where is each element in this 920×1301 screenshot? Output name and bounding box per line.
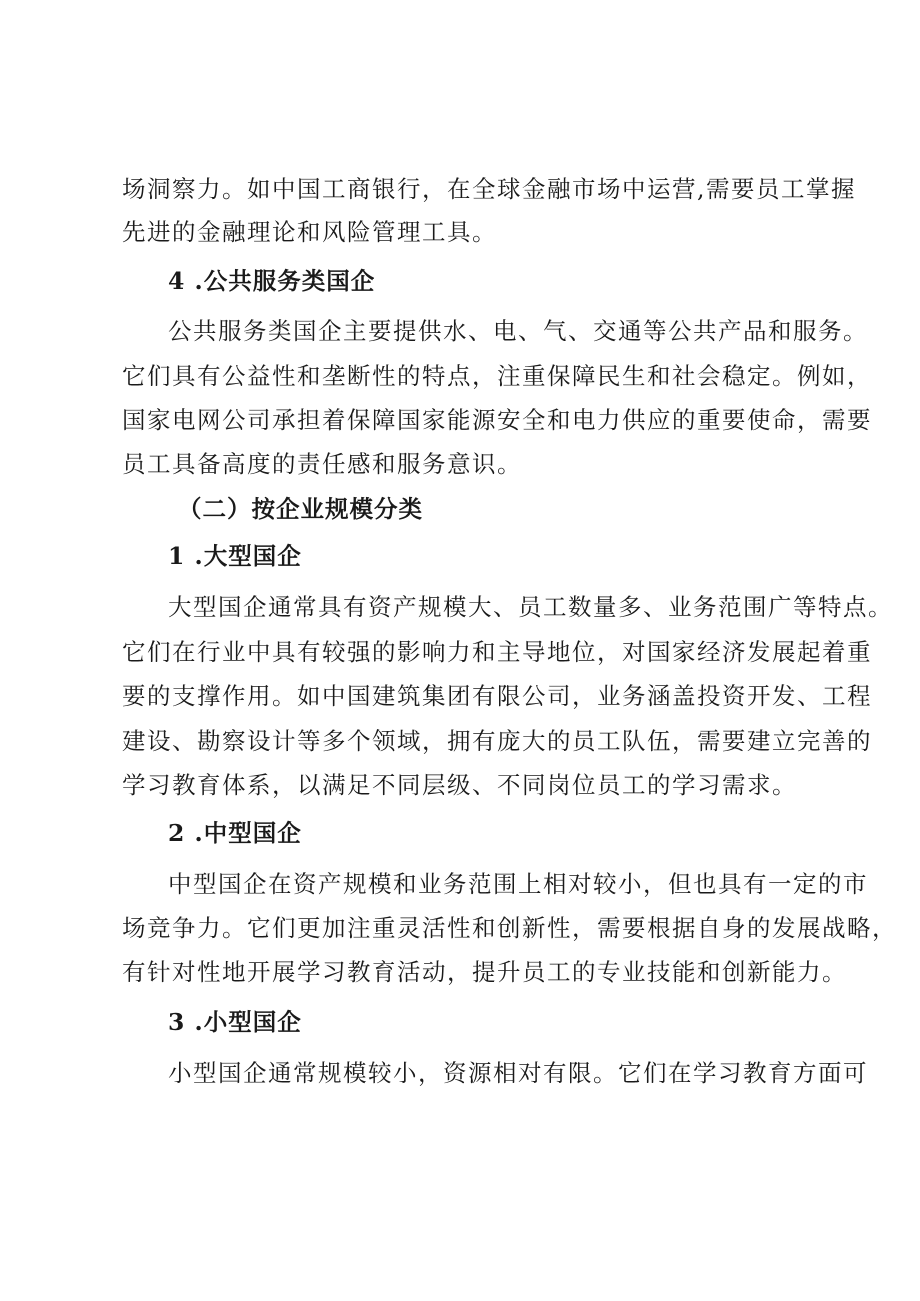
- paragraph-line: 学习教育体系，以满足不同层级、不同岗位员工的学习需求。: [122, 771, 797, 799]
- paragraph-line: 员工具备高度的责任感和服务意识。: [122, 450, 522, 478]
- section-heading: 4 .公共服务类国企: [168, 267, 376, 295]
- paragraph-line: 有针对性地开展学习教育活动，提升员工的专业技能和创新能力。: [122, 958, 847, 986]
- paragraph-line: 国家电网公司承担着保障国家能源安全和电力供应的重要使命，需要: [122, 406, 872, 434]
- paragraph-line: 建设、勘察设计等多个领域，拥有庞大的员工队伍，需要建立完善的: [122, 727, 872, 755]
- paragraph-line: 场竞争力。它们更加注重灵活性和创新性，需要根据自身的发展战略，: [122, 914, 897, 942]
- subsection-heading: （二）按企业规模分类: [178, 495, 423, 523]
- paragraph-line: 中型国企在资产规模和业务范围上相对较小，但也具有一定的市: [168, 870, 868, 898]
- section-heading: 3 .小型国企: [168, 1008, 302, 1036]
- paragraph-line: 它们在行业中具有较强的影响力和主导地位，对国家经济发展起着重: [122, 638, 872, 666]
- paragraph-line: 大型国企通常具有资产规模大、员工数量多、业务范围广等特点。: [168, 593, 893, 621]
- section-heading: 2 .中型国企: [168, 819, 302, 847]
- section-heading: 1 .大型国企: [168, 542, 302, 570]
- paragraph-line: 公共服务类国企主要提供水、电、气、交通等公共产品和服务。: [168, 317, 868, 345]
- paragraph-line: 先进的金融理论和风险管理工具。: [122, 218, 497, 246]
- paragraph-line: 场洞察力。如中国工商银行，在全球金融市场中运营,需要员工掌握: [122, 175, 856, 203]
- paragraph-line: 要的支撑作用。如中国建筑集团有限公司，业务涵盖投资开发、工程: [122, 682, 872, 710]
- paragraph-line: 它们具有公益性和垄断性的特点，注重保障民生和社会稳定。例如，: [122, 362, 872, 390]
- paragraph-line: 小型国企通常规模较小，资源相对有限。它们在学习教育方面可: [168, 1059, 868, 1087]
